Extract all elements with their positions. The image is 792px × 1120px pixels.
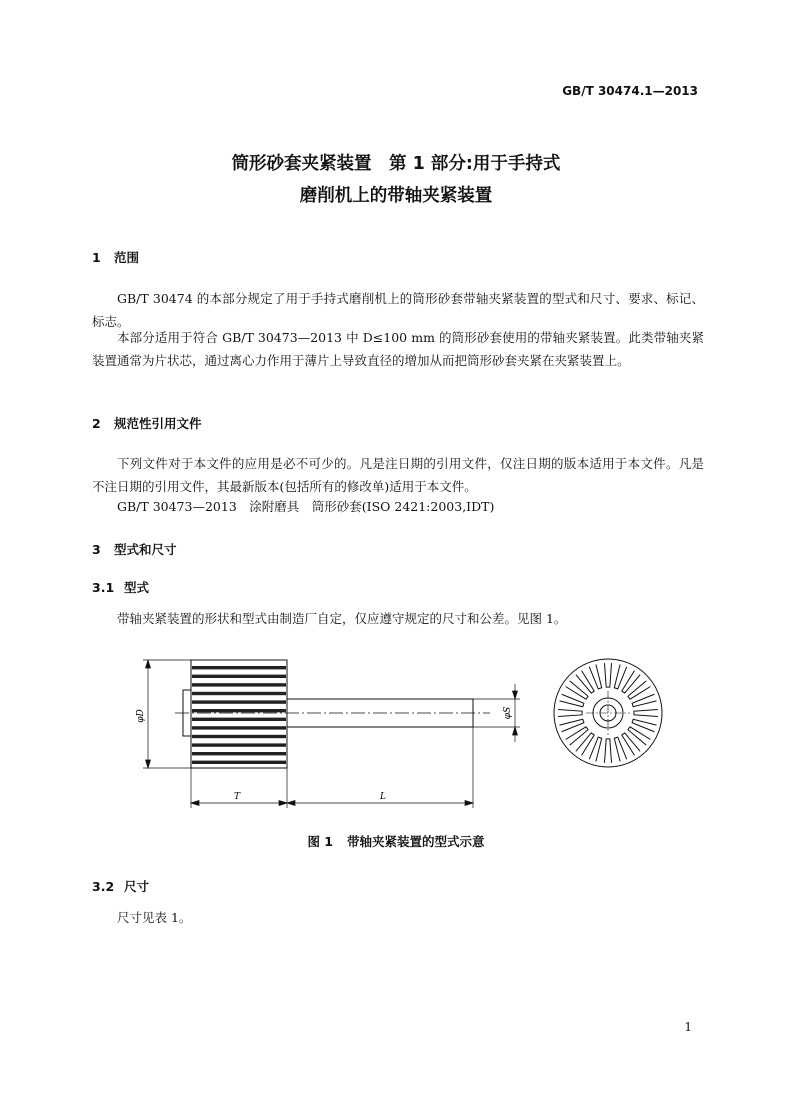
section-title: 规范性引用文件 — [114, 416, 202, 431]
page-number: 1 — [684, 1020, 692, 1034]
title-line-2: 磨削机上的带轴夹紧装置 — [299, 186, 493, 206]
drum-groove — [192, 752, 286, 755]
figure-1-drawing — [0, 640, 792, 830]
drum-groove — [192, 709, 286, 712]
section-number: 3.2 — [92, 879, 115, 894]
standard-number: GB/T 30474.1—2013 — [562, 84, 698, 98]
drum-groove — [192, 735, 286, 738]
section-3-heading — [92, 540, 177, 558]
end-view-slot — [628, 681, 650, 699]
section-1-heading — [92, 248, 139, 266]
drum-groove — [192, 683, 286, 686]
section-number: 3 — [92, 542, 101, 557]
end-view-slot — [566, 727, 588, 745]
dim-l-label: L — [380, 792, 386, 802]
section-2-heading — [92, 414, 202, 432]
dim-s-label: φS — [503, 706, 513, 720]
drum-groove — [192, 743, 286, 746]
section-2-paragraph-1: 下列文件对于本文件的应用是必不可少的。凡是注日期的引用文件，仅注日期的版本适用于本文件。凡是不注日期的引用文件，其最新版本(包括所有的修改单)适用于本文件。 — [92, 456, 704, 494]
end-view-slot — [566, 681, 588, 699]
section-3-2-heading — [92, 877, 149, 895]
end-view-slot — [622, 671, 640, 693]
drum-groove — [192, 761, 286, 764]
section-3-1-paragraph: 带轴夹紧装置的形状和型式由制造厂自定，仅应遵守规定的尺寸和公差。见图 1。 — [117, 611, 567, 626]
figure-1-caption — [0, 832, 792, 850]
dim-d-label: φD — [136, 709, 146, 723]
drum-groove — [192, 675, 286, 678]
title-line-1: 筒形砂套夹紧装置 第 1 部分:用于手持式 — [231, 154, 561, 174]
section-3-2-paragraph: 尺寸见表 1。 — [117, 910, 192, 925]
drum-groove — [192, 718, 286, 721]
section-title: 型式和尺寸 — [114, 542, 177, 557]
end-view — [554, 659, 662, 767]
dim-t-label: T — [233, 792, 241, 802]
section-1-paragraph-1: GB/T 30474 的本部分规定了用于手持式磨削机上的筒形砂套带轴夹紧装置的型式和尺寸、要求、标记、标志。 — [92, 291, 704, 329]
figure-title: 带轴夹紧装置的型式示意 — [347, 834, 485, 849]
section-2-reference: GB/T 30473—2013 涂附磨具 筒形砂套(ISO 2421:2003,IDT) — [117, 499, 495, 514]
section-number: 2 — [92, 416, 101, 431]
drum-groove — [192, 726, 286, 729]
section-number: 3.1 — [92, 580, 115, 595]
end-view-slot — [605, 663, 612, 687]
drum-groove — [192, 692, 286, 695]
drum-groove — [192, 666, 286, 669]
end-view-slot — [605, 739, 612, 763]
section-title: 范围 — [114, 250, 140, 265]
end-view-slot — [576, 671, 594, 693]
end-view-slot — [558, 710, 582, 717]
end-view-slot — [576, 733, 594, 755]
section-number: 1 — [92, 250, 101, 265]
end-view-slot — [628, 727, 650, 745]
section-3-1-heading — [92, 578, 149, 596]
end-view-slot — [634, 710, 658, 717]
section-title: 尺寸 — [124, 879, 150, 894]
section-title: 型式 — [124, 580, 150, 595]
drum-groove — [192, 700, 286, 703]
end-view-slot — [622, 733, 640, 755]
section-1-paragraph-2: 本部分适用于符合 GB/T 30473—2013 中 D≤100 mm 的筒形砂套使用的带轴夹紧装置。此类带轴夹紧装置通常为片状芯，通过离心力作用于薄片上导致直径的增加从而把筒形砂套夹紧在夹紧装置上。 — [92, 330, 704, 368]
figure-number: 图 1 — [307, 834, 334, 849]
